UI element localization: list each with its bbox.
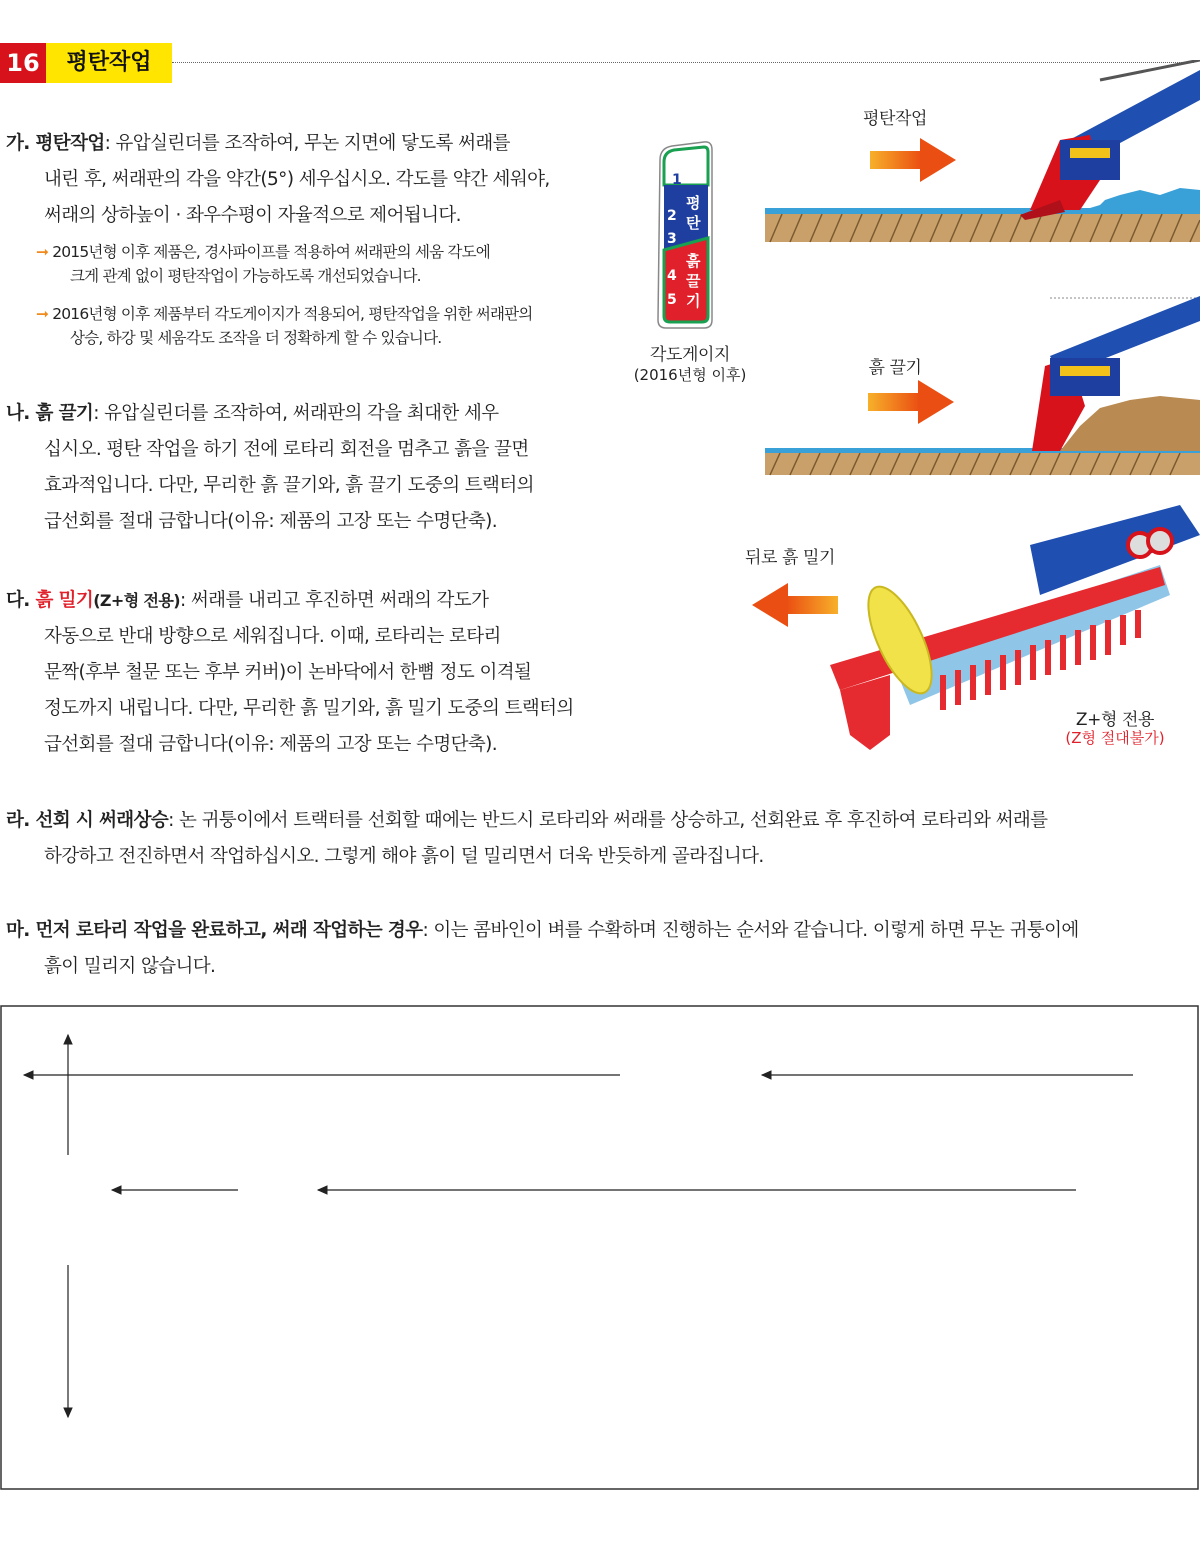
para-da-line4: 정도까지 내립니다. 다만, 무리한 흙 밀기와, 흙 밀기 도중의 트랙터의 xyxy=(44,698,574,719)
section-number: 16 xyxy=(0,43,46,83)
orange-arrow-icon: ➞ xyxy=(36,243,49,261)
orange-arrow-icon: ➞ xyxy=(36,305,49,323)
para-na-body: : 유압실린더를 조작하여, 써래판의 각을 최대한 세우 xyxy=(93,403,499,424)
note-2016 xyxy=(36,302,596,350)
para-ra xyxy=(6,803,1200,875)
note-2015 xyxy=(36,240,596,288)
gauge-number-1: 1 xyxy=(672,172,682,188)
illustration-leveling xyxy=(760,60,1200,250)
gauge-number-5: 5 xyxy=(667,292,677,308)
illustration-dragging-label: 흙 끌기 xyxy=(868,358,922,378)
para-ra-body: : 논 귀퉁이에서 트랙터를 선회할 때에는 반드시 로타리와 써래를 상승하고, 선회완료 후 후진하여 로타리와 써래를 xyxy=(168,810,1048,831)
para-ma-body: : 이는 콤바인이 벼를 수확하며 진행하는 순서와 같습니다. 이렇게 하면 무논 귀퉁이에 xyxy=(422,920,1079,941)
para-da-line2: 자동으로 반대 방향으로 세워집니다. 이때, 로타리는 로타리 xyxy=(44,626,501,647)
para-da-prefix: 다. xyxy=(6,590,36,611)
para-na-line3: 효과적입니다. 다만, 무리한 흙 끌기와, 흙 끌기 도중의 트랙터의 xyxy=(44,475,534,496)
gauge-number-3: 3 xyxy=(667,231,677,247)
section-title: 평탄작업 xyxy=(46,43,172,83)
illustration-pushing-label: 뒤로 흙 밀기 xyxy=(744,548,836,568)
zplus-note: (Z형 절대불가) xyxy=(1065,729,1165,747)
gauge-label-blue-1: 평 xyxy=(686,194,701,212)
para-ra-line2: 하강하고 전진하면서 작업하십시오. 그렇게 해야 흙이 덜 밀리면서 더욱 반듯하게 골라집니다. xyxy=(44,846,764,867)
para-ga-body: : 유압실린더를 조작하여, 무논 지면에 닿도록 써래를 xyxy=(104,133,510,154)
para-da xyxy=(6,583,606,763)
gauge-label-red-3: 기 xyxy=(686,292,701,310)
para-ma-line2: 흙이 밀리지 않습니다. xyxy=(44,956,216,977)
para-na-line2: 십시오. 평탄 작업을 하기 전에 로타리 회전을 멈추고 흙을 끌면 xyxy=(44,439,529,460)
note-2015-line1: 2015년형 이후 제품은, 경사파이프를 적용하여 써래판의 세움 각도에 xyxy=(52,243,490,261)
para-ga-line3: 써래의 상하높이 · 좌우수평이 자율적으로 제어됩니다. xyxy=(44,205,461,226)
para-da-qualifier: (Z+형 전용) xyxy=(93,591,180,610)
para-ma-head: 마. 먼저 로타리 작업을 완료하고, 써래 작업하는 경우 xyxy=(6,920,423,941)
para-ga xyxy=(6,126,606,234)
para-na xyxy=(6,396,606,540)
para-ma xyxy=(6,913,1200,985)
illustration-leveling-label: 평탄작업 xyxy=(862,109,928,129)
para-da-body: : 써래를 내리고 후진하면 써래의 각도가 xyxy=(179,590,489,611)
gauge-number-2: 2 xyxy=(667,208,677,224)
orange-arrow-icon xyxy=(868,380,954,424)
para-da-line3: 문짝(후부 철문 또는 후부 커버)이 논바닥에서 한뼘 정도 이격될 xyxy=(44,662,532,683)
para-ra-head: 라. 선회 시 써래상승 xyxy=(6,810,169,831)
illustration-dragging xyxy=(760,296,1200,481)
note-2015-line2: 크게 관계 없이 평탄작업이 가능하도록 개선되었습니다. xyxy=(70,267,421,285)
orange-arrow-icon xyxy=(870,138,956,182)
zplus-label: Z+형 전용 xyxy=(1075,710,1155,730)
para-da-head: 흙 밀기 xyxy=(35,590,94,611)
gauge-label-red-1: 흙 xyxy=(686,252,701,270)
para-ga-line2: 내린 후, 써래판의 각을 약간(5°) 세우십시오. 각도를 약간 세워야, xyxy=(44,169,550,190)
angle-gauge xyxy=(654,140,716,330)
orange-arrow-icon xyxy=(752,583,838,627)
gauge-caption: 각도게이지 xyxy=(649,345,731,365)
para-na-line4: 급선회를 절대 금합니다(이유: 제품의 고장 또는 수명단축). xyxy=(44,511,498,532)
gauge-number-4: 4 xyxy=(667,268,677,284)
gauge-label-red-2: 끌 xyxy=(686,272,701,290)
gauge-caption-year: (2016년형 이후) xyxy=(633,366,747,384)
para-na-head: 나. 흙 끌기 xyxy=(6,403,94,424)
para-da-line5: 급선회를 절대 금합니다(이유: 제품의 고장 또는 수명단축). xyxy=(44,734,498,755)
work-route-diagram xyxy=(0,1005,1200,1490)
note-2016-line1: 2016년형 이후 제품부터 각도게이지가 적용되어, 평탄작업을 위한 써래판의 xyxy=(52,305,533,323)
para-ga-head: 가. 평탄작업 xyxy=(6,133,105,154)
note-2016-line2: 상승, 하강 및 세움각도 조작을 더 정확하게 할 수 있습니다. xyxy=(70,329,442,347)
gauge-label-blue-2: 탄 xyxy=(686,214,701,232)
